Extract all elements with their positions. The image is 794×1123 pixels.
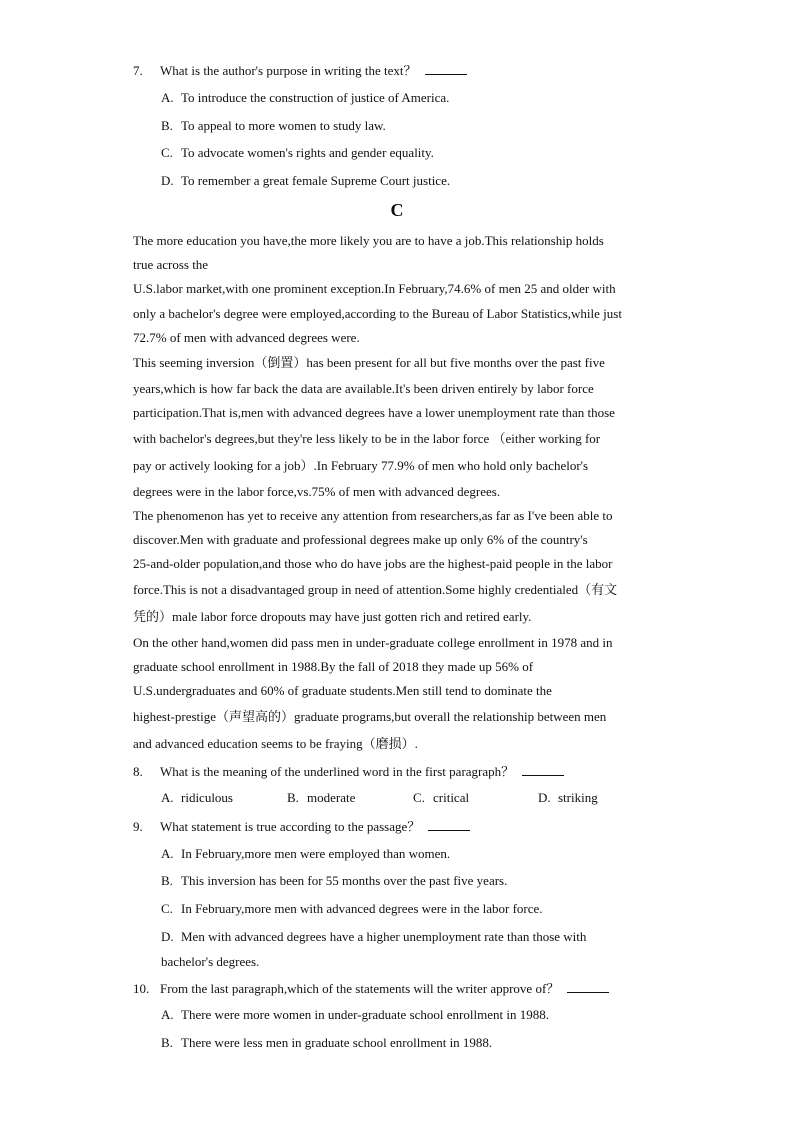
passage-line: only a bachelor's degree were employed,according to the Bureau of Labor Statistics,while just [133, 306, 622, 321]
passage-line: 凭的）male labor force dropouts may have just gotten rich and retired early. [133, 609, 532, 624]
option-8a [161, 790, 233, 806]
option-letter: C. [161, 145, 173, 160]
section-title: C [390, 200, 404, 220]
option-text: striking [558, 790, 598, 805]
option-text: To introduce the construction of justice of America. [181, 90, 450, 105]
passage-line: U.S.undergraduates and 60% of graduate students.Men still tend to dominate the [133, 683, 552, 698]
option-text: critical [433, 790, 470, 805]
option-text: To remember a great female Supreme Court justice. [181, 173, 451, 188]
option-9d-continued: bachelor's degrees. [161, 954, 260, 969]
passage-line: highest-prestige（声望高的）graduate programs,but overall the relationship between men [133, 709, 607, 724]
option-letter: A. [161, 846, 174, 861]
question-number: 7. [133, 63, 143, 78]
question-8 [133, 763, 564, 780]
passage-line: years,which is how far back the data are available.It's been driven entirely by labor force [133, 381, 594, 396]
option-7c [161, 145, 434, 161]
option-letter: D. [161, 173, 174, 188]
option-text: To appeal to more women to study law. [181, 118, 386, 133]
option-text: This inversion has been for 55 months over the past five years. [181, 873, 508, 888]
option-letter: A. [161, 1007, 174, 1022]
option-7d [161, 173, 450, 189]
question-10 [133, 980, 609, 997]
option-letter: B. [161, 1035, 173, 1050]
passage-line: U.S.labor market,with one prominent exception.In February,74.6% of men 25 and older with [133, 281, 616, 296]
question-9 [133, 818, 470, 835]
option-9b [161, 873, 507, 889]
passage-line: true across the [133, 257, 209, 272]
option-text: There were less men in graduate school enrollment in 1988. [181, 1035, 493, 1050]
option-letter: B. [161, 118, 173, 133]
passage-line: 25-and-older population,and those who do have jobs are the highest-paid people in the labor [133, 556, 613, 571]
option-letter: A. [161, 90, 174, 105]
option-letter: B. [161, 873, 173, 888]
passage-line: This seeming inversion（倒置）has been present for all but five months over the past five [133, 355, 605, 370]
question-7 [133, 62, 467, 79]
option-8d [538, 790, 598, 806]
option-text: In February,more men were employed than women. [181, 846, 451, 861]
option-9c [161, 901, 543, 917]
question-text: What is the author's purpose in writing the text？ [160, 63, 417, 78]
passage-line: with bachelor's degrees,but they're less likely to be in the labor force （either working for [133, 431, 601, 446]
passage-line: The more education you have,the more likely you are to have a job.This relationship holds [133, 233, 604, 248]
option-text: Men with advanced degrees have a higher unemployment rate than those with [181, 929, 587, 944]
option-7b [161, 118, 386, 134]
option-7a [161, 90, 449, 106]
option-letter: C. [161, 901, 173, 916]
option-letter: D. [161, 929, 174, 944]
passage-line: participation.That is,men with advanced degrees have a lower unemployment rate than those [133, 405, 615, 420]
passage-line: graduate school enrollment in 1988.By the fall of 2018 they made up 56% of [133, 659, 534, 674]
answer-blank[interactable] [522, 763, 564, 776]
option-10b [161, 1035, 492, 1051]
option-letter: A. [161, 790, 174, 805]
option-text: ridiculous [181, 790, 233, 805]
option-9a [161, 846, 450, 862]
question-number: 8. [133, 764, 143, 779]
passage-line: force.This is not a disadvantaged group in need of attention.Some highly credentialed（有文 [133, 582, 618, 597]
passage-line: pay or actively looking for a job）.In February 77.9% of men who hold only bachelor's [133, 458, 589, 473]
question-number: 9. [133, 819, 143, 834]
question-text: From the last paragraph,which of the statements will the writer approve of？ [160, 981, 560, 996]
option-text: In February,more men with advanced degrees were in the labor force. [181, 901, 543, 916]
question-text: What statement is true according to the passage？ [160, 819, 421, 834]
option-text: moderate [307, 790, 356, 805]
option-letter: C. [413, 790, 425, 805]
option-letter: B. [287, 790, 299, 805]
option-8c [413, 790, 469, 806]
passage-line: and advanced education seems to be fraying（磨损）. [133, 736, 418, 751]
answer-blank[interactable] [425, 62, 467, 75]
question-text: What is the meaning of the underlined word in the first paragraph？ [160, 764, 515, 779]
answer-blank[interactable] [428, 818, 470, 831]
option-text: There were more women in under-graduate school enrollment in 1988. [181, 1007, 549, 1022]
passage-line: 72.7% of men with advanced degrees were. [133, 330, 360, 345]
option-8b [287, 790, 355, 806]
option-text: To advocate women's rights and gender equality. [181, 145, 434, 160]
passage-line: degrees were in the labor force,vs.75% of men with advanced degrees. [133, 484, 501, 499]
option-9d [161, 929, 586, 945]
option-letter: D. [538, 790, 551, 805]
passage-line: discover.Men with graduate and professional degrees make up only 6% of the country's [133, 532, 588, 547]
option-10a [161, 1007, 549, 1023]
passage-line: The phenomenon has yet to receive any attention from researchers,as far as I've been able to [133, 508, 613, 523]
answer-blank[interactable] [567, 980, 609, 993]
question-number: 10. [133, 981, 150, 996]
passage-line: On the other hand,women did pass men in under-graduate college enrollment in 1978 and in [133, 635, 613, 650]
